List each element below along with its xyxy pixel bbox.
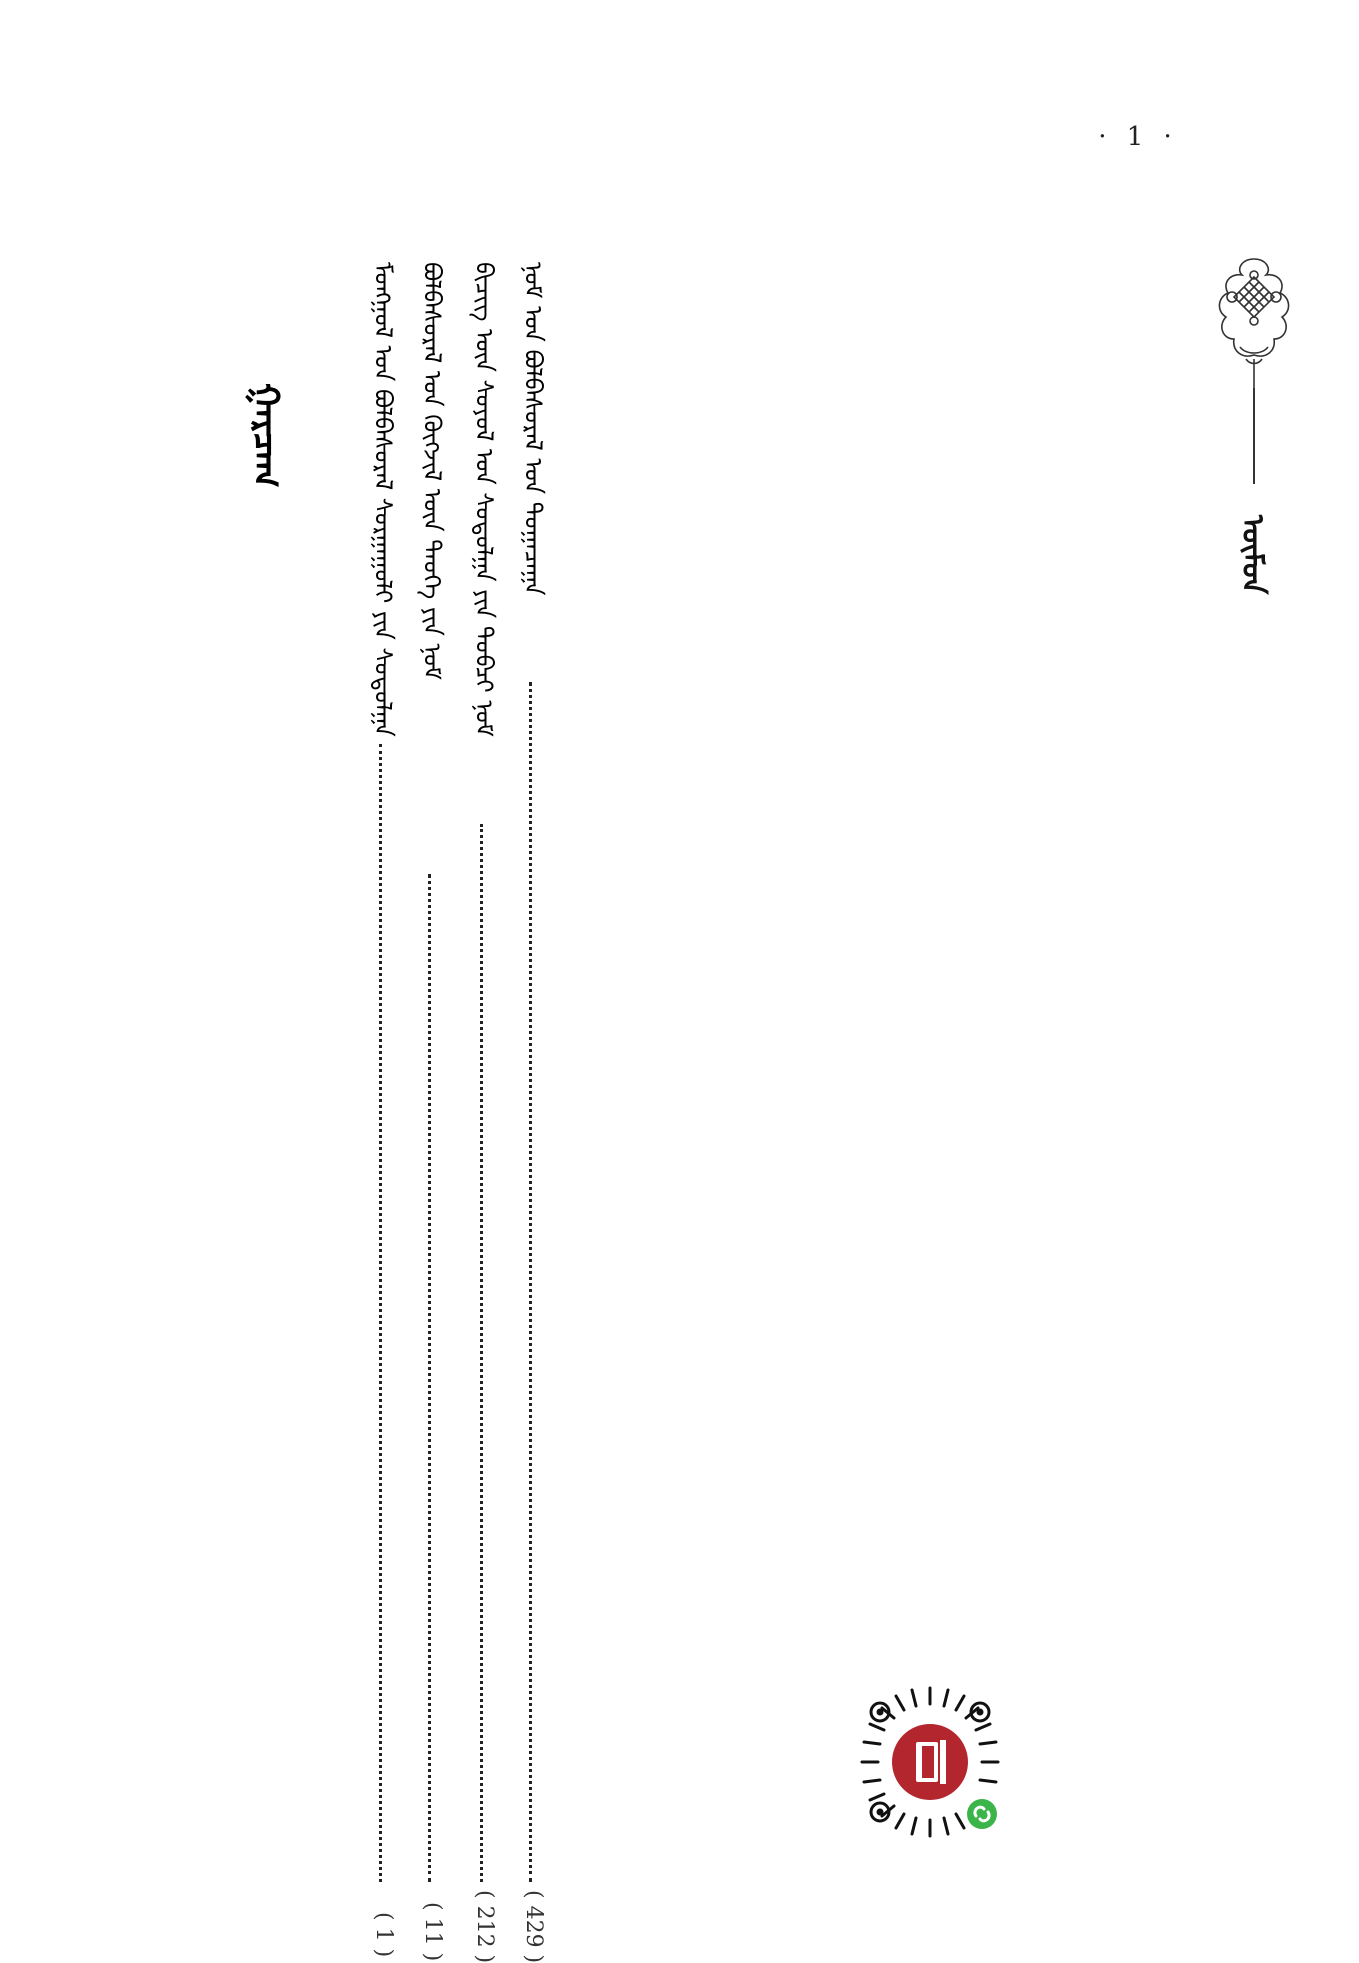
- toc-entry-page: ( 1 ): [371, 1912, 396, 1958]
- toc-entry-page: ( 429 ): [521, 1890, 546, 1963]
- toc-entry-page: ( 212 ): [472, 1890, 497, 1963]
- toc-entry-title: ᠨᠣᠮ ᠤᠨ ᠪᠣᠯᠪᠠᠰᠤᠷᠠᠯ ᠤᠨ ᠲᠣᠭᠠᠴᠠᠭᠠ: [519, 262, 547, 596]
- toc-leader-dots: [529, 682, 538, 1882]
- toc-leader-dots: [379, 744, 388, 1882]
- ornament-divider-line: [1253, 388, 1255, 484]
- toc-leader-dots: [428, 874, 437, 1882]
- toc-entry-title: ᠮᠣᠩᠭᠣᠯ ᠤᠨ ᠪᠣᠯᠪᠠᠰᠤᠷᠠᠯ ᠰᠤᠷᠭᠠᠭᠤᠯᠢ ᠶᠢᠨ ᠰᠤᠳᠤᠯᠭᠠ: [369, 262, 397, 737]
- endless-knot-ornament-icon: [1212, 255, 1296, 390]
- toc-entry-page: ( 11 ): [420, 1902, 445, 1962]
- toc-entry-title: ᠪᠣᠯᠪᠠᠰᠤᠷᠠᠯ ᠤᠨ ᠬᠥᠭᠵᠢᠯ ᠦᠨ ᠲᠡᠦᠬᠡ ᠶᠢᠨ ᠨᠣᠮ: [418, 262, 446, 680]
- page-number: · 1 ·: [1098, 122, 1178, 152]
- toc-entry-title: ᠪᠢᠴᠢᠭ ᠦᠨ ᠰᠣᠶᠣᠯ ᠤᠨ ᠰᠤᠳᠤᠯᠭᠠ ᠶᠢᠨ ᠲᠣᠪᠴᠢ ᠨᠣᠮ: [470, 262, 498, 737]
- section-label: ᠥᠮᠥᠨ: [1235, 515, 1270, 595]
- mini-program-qr-code-icon[interactable]: [850, 1682, 1010, 1842]
- toc-title: ᠭᠠᠷᠴᠠᠭ: [245, 383, 286, 488]
- toc-leader-dots: [480, 824, 489, 1882]
